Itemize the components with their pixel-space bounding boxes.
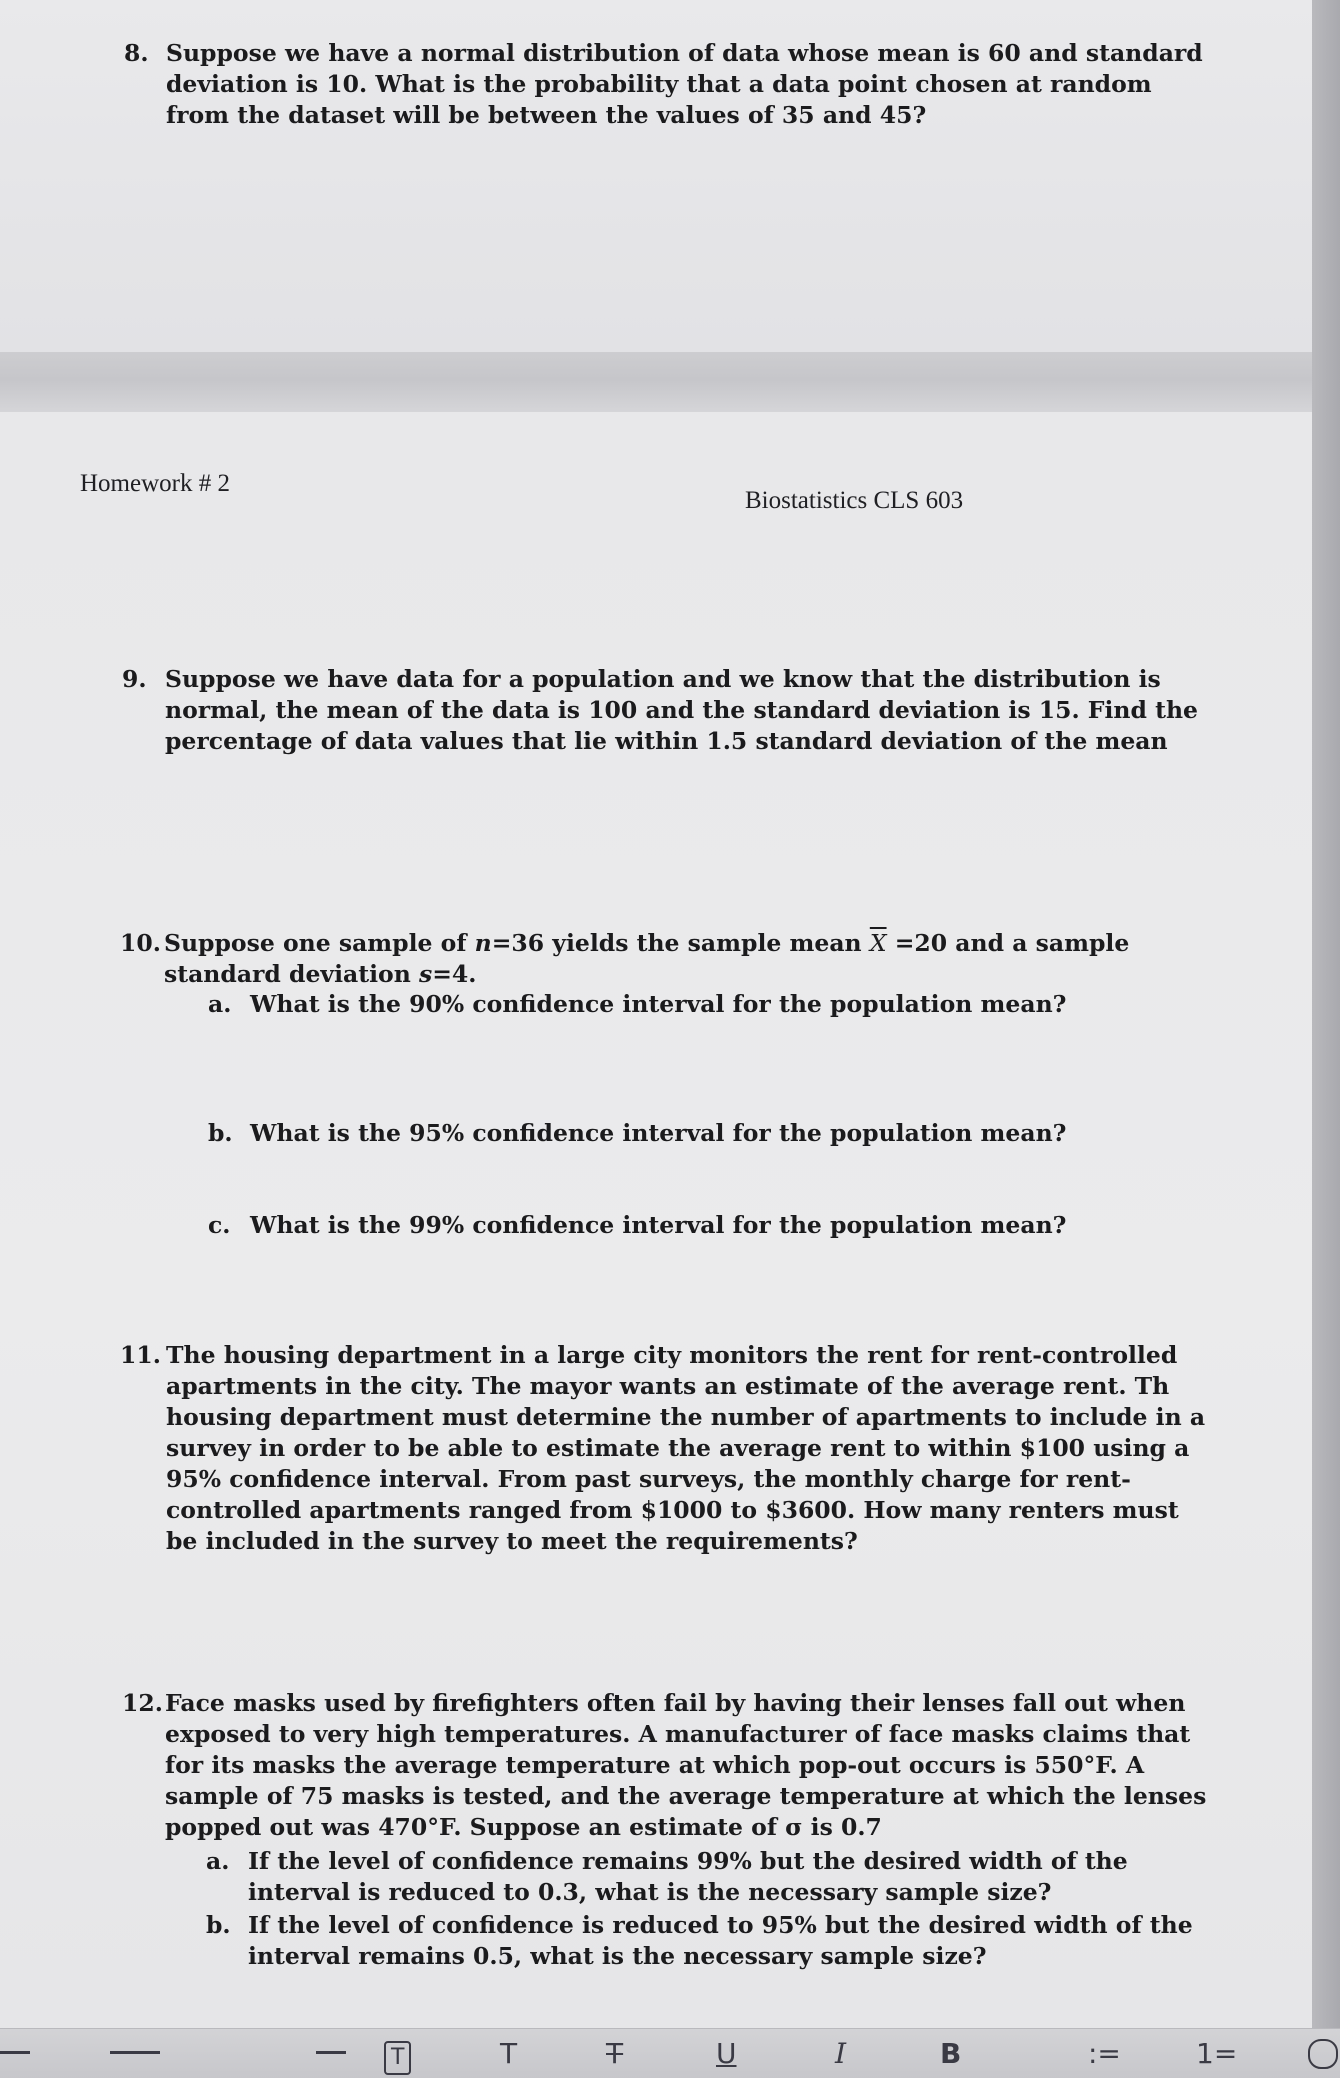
question-text-line: apartments in the city. The mayor wants an estimate of the average rent. Th	[166, 1372, 1170, 1400]
toolbar-divider	[110, 2051, 160, 2054]
toolbar-divider	[0, 2051, 30, 2054]
homework-label: Homework # 2	[80, 470, 230, 497]
question-text-line: for its masks the average temperature at which pop-out occurs is 550°F. A	[165, 1751, 1145, 1779]
subquestion-text-line: interval remains 0.5, what is the necessary sample size?	[248, 1942, 987, 1970]
numbered-list-icon[interactable]: 1=	[1196, 2037, 1238, 2070]
question-text-line: Suppose we have a normal distribution of data whose mean is 60 and standard	[166, 39, 1203, 67]
italic-icon[interactable]: I	[835, 2037, 847, 2070]
question-text-line: controlled apartments ranged from $1000 to $3600. How many renters must	[166, 1496, 1179, 1524]
question-11	[120, 1340, 1270, 1570]
question-text-line: housing department must determine the number of apartments to include in a	[166, 1403, 1206, 1431]
question-number: 9.	[122, 665, 147, 693]
question-text-line: standard deviation s=4.	[164, 960, 477, 988]
formatting-toolbar	[0, 2028, 1340, 2078]
question-text-line: 95% confidence interval. From past surveys, the monthly charge for rent-	[166, 1465, 1131, 1493]
question-12	[122, 1688, 1272, 1853]
subquestion-text: What is the 90% confidence interval for the population mean?	[250, 990, 1067, 1018]
strikethrough-icon[interactable]: T	[606, 2037, 624, 2070]
page-gap	[0, 352, 1312, 414]
question-text-line: survey in order to be able to estimate the average rent to within $100 using a	[166, 1434, 1190, 1462]
subquestion-text: What is the 99% confidence interval for the population mean?	[250, 1211, 1067, 1239]
question-number: 10.	[120, 929, 161, 957]
question-text-line: Suppose one sample of n=36 yields the sample mean $\overline{X} =20$ and a sample	[164, 929, 1130, 957]
checklist-icon[interactable]	[1308, 2039, 1338, 2069]
question-text-line: The housing department in a large city monitors the rent for rent-controlled	[166, 1341, 1178, 1369]
question-8	[124, 38, 1244, 138]
subquestion-text-line: interval is reduced to 0.3, what is the necessary sample size?	[248, 1878, 1052, 1906]
question-text-line: exposed to very high temperatures. A manufacturer of face masks claims that	[165, 1720, 1191, 1748]
question-number: 11.	[120, 1341, 161, 1369]
bullet-list-icon[interactable]: :=	[1088, 2037, 1121, 2070]
question-text-line: be included in the survey to meet the requirements?	[166, 1527, 858, 1555]
heading-icon[interactable]: T	[500, 2037, 518, 2070]
variable-n: n	[474, 929, 492, 957]
question-text-line: Face masks used by firefighters often fail by having their lenses fall out when	[165, 1689, 1186, 1717]
question-9	[122, 664, 1242, 764]
question-number: 8.	[124, 39, 149, 67]
question-text-line: popped out was 470°F. Suppose an estimate of σ is 0.7	[165, 1813, 882, 1841]
toolbar-divider	[316, 2051, 346, 2054]
question-text-line: percentage of data values that lie within 1.5 standard deviation of the mean	[165, 727, 1168, 755]
bold-icon[interactable]: B	[940, 2037, 962, 2070]
text-style-icon[interactable]: T	[384, 2041, 411, 2075]
course-label: Biostatistics CLS 603	[745, 487, 964, 514]
variable-s: s	[418, 960, 433, 988]
underline-icon[interactable]: U	[716, 2037, 737, 2070]
question-number: 12.	[122, 1689, 163, 1717]
question-text-line: deviation is 10. What is the probability that a data point chosen at random	[166, 70, 1152, 98]
question-text-line: normal, the mean of the data is 100 and the standard deviation is 15. Find the	[165, 696, 1199, 724]
subquestion-text-line: If the level of confidence remains 99% but the desired width of the	[248, 1847, 1128, 1875]
question-text-line: Suppose we have data for a population and we know that the distribution is	[165, 665, 1161, 693]
question-text-line: sample of 75 masks is tested, and the average temperature at which the lenses	[165, 1782, 1207, 1810]
page-edge	[1312, 0, 1340, 2077]
subquestion-text: What is the 95% confidence interval for the population mean?	[250, 1119, 1067, 1147]
question-text-line: from the dataset will be between the values of 35 and 45?	[166, 101, 927, 129]
subquestion-text-line: If the level of confidence is reduced to 95% but the desired width of the	[248, 1911, 1193, 1939]
x-bar-symbol: $\overline{X}$	[869, 929, 887, 957]
question-10	[120, 928, 1240, 998]
